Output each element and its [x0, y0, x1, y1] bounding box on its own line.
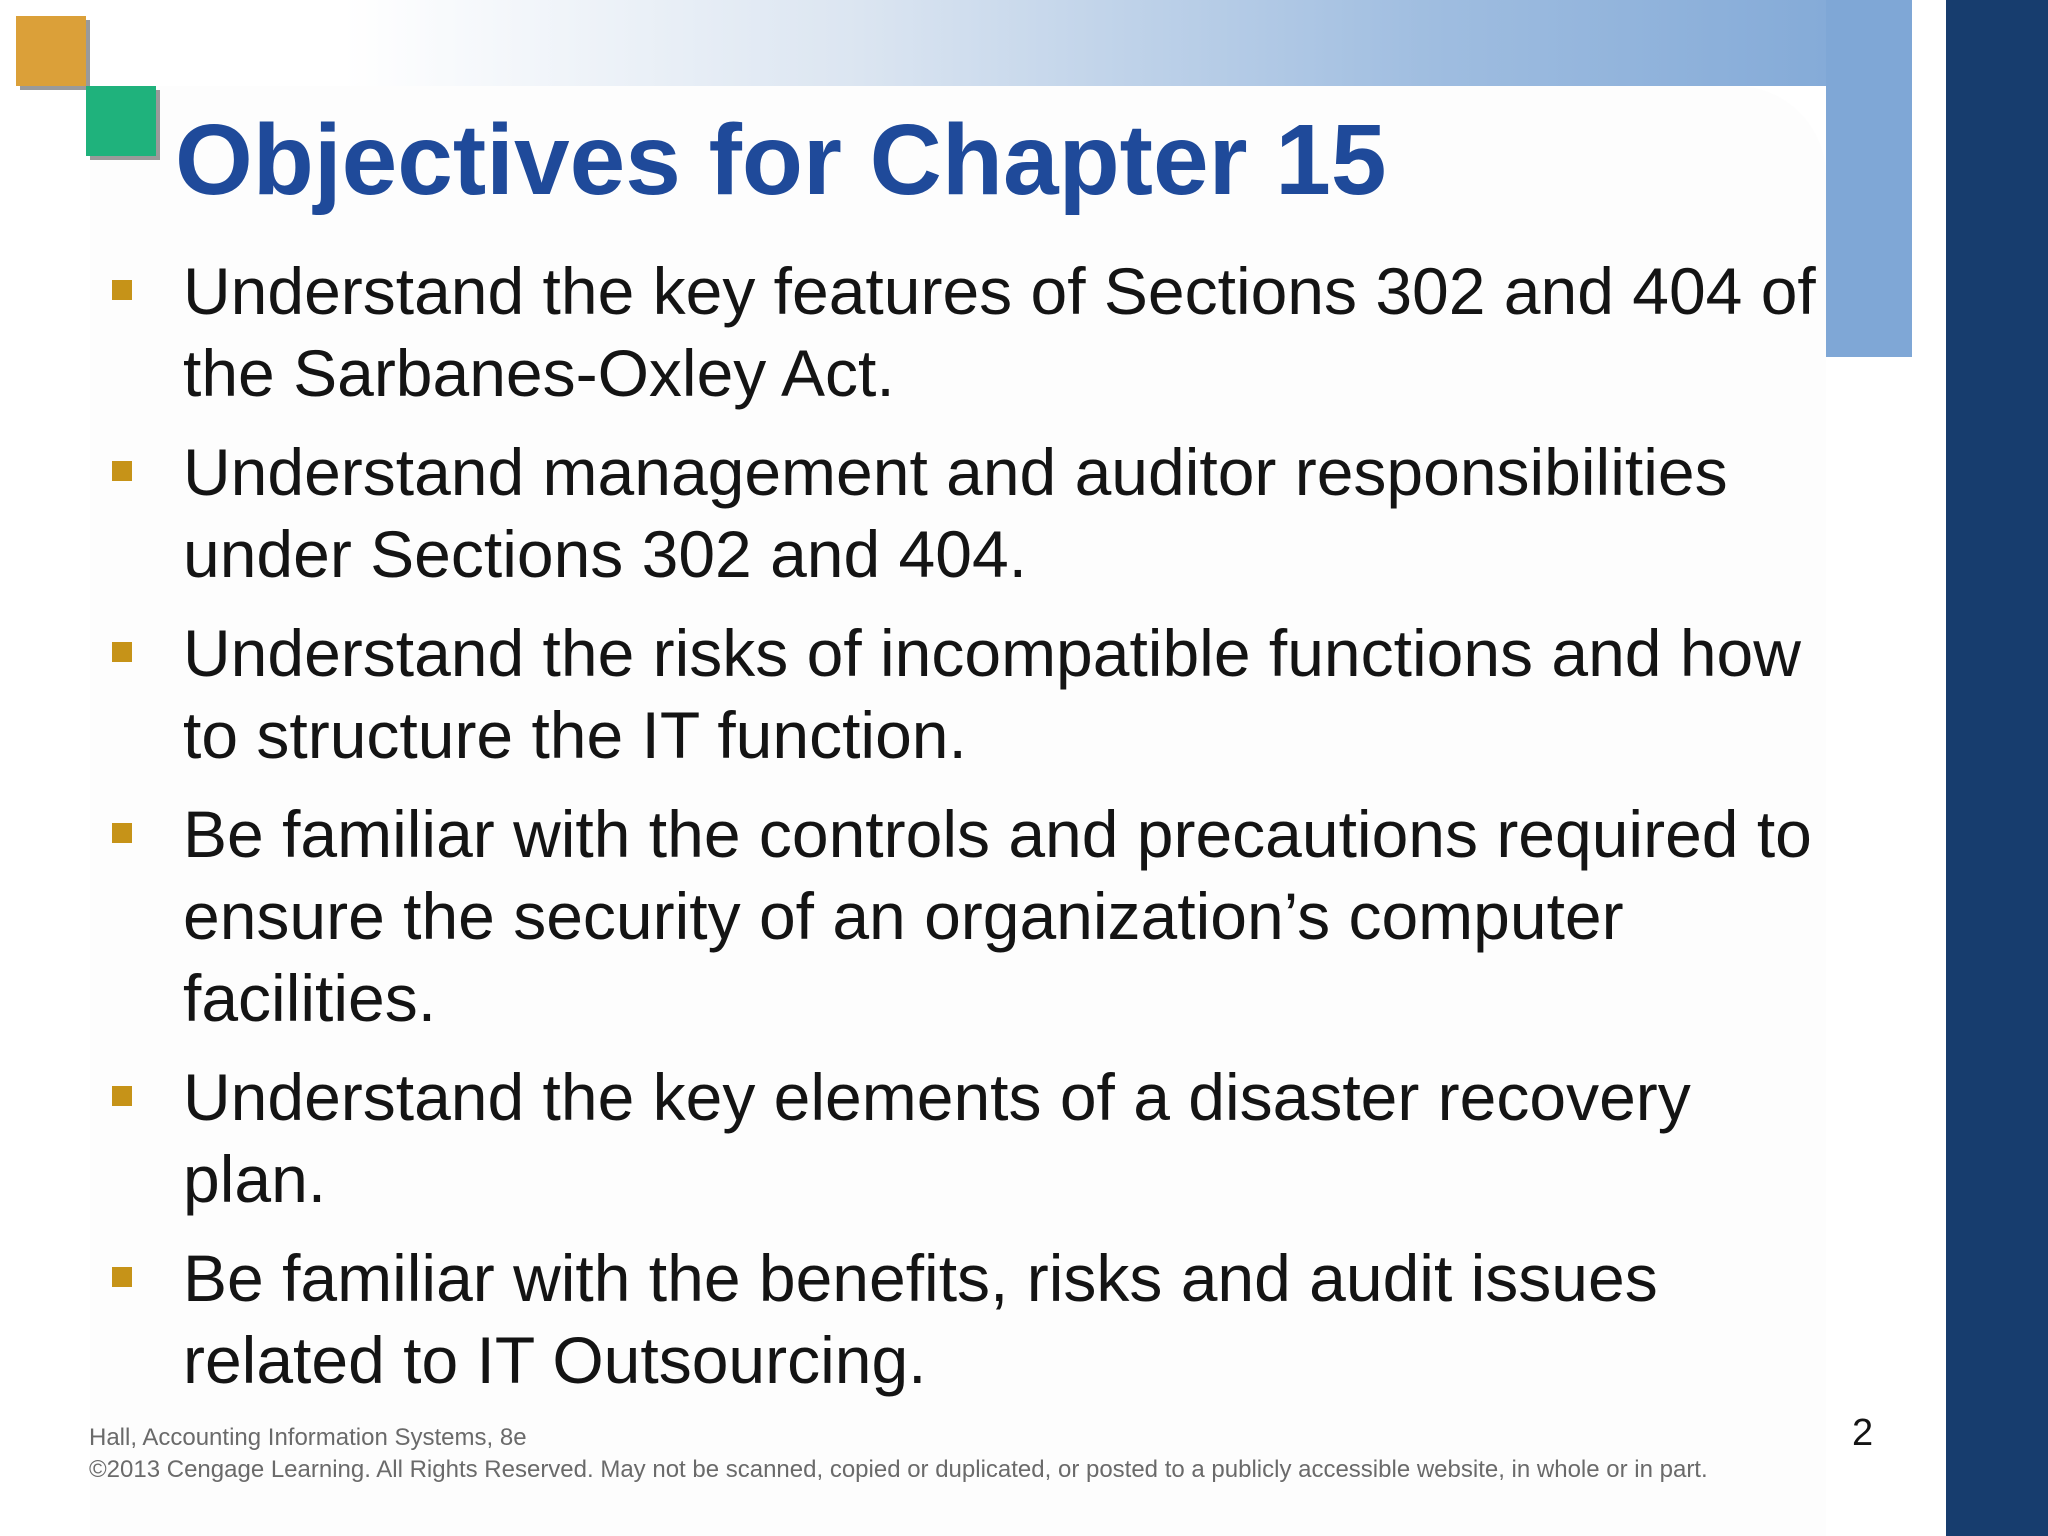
objective-item: [110, 793, 1830, 1039]
objective-item: [110, 431, 1830, 595]
footer-copyright: ©2013 Cengage Learning. All Rights Reserved. May not be scanned, copied or duplicated, or posted to a publicly accessible website, in whole or in part.: [89, 1456, 1708, 1483]
slide-title: Objectives for Chapter 15: [175, 104, 1387, 216]
right-sidebar-bar: [1946, 0, 2048, 1536]
green-square-decoration: [86, 86, 156, 156]
objective-text: Understand the key elements of a disaster recovery plan.: [183, 1060, 1691, 1216]
objective-item: [110, 1056, 1830, 1220]
page-number: 2: [1852, 1412, 1874, 1454]
square-bullet-icon: [112, 1086, 132, 1106]
objective-text: Understand management and auditor responsibilities under Sections 302 and 404.: [183, 435, 1728, 591]
square-bullet-icon: [112, 642, 132, 662]
objective-item: [110, 250, 1830, 414]
objective-text: Understand the key features of Sections 302 and 404 of the Sarbanes-Oxley Act.: [183, 254, 1816, 410]
objective-text: Understand the risks of incompatible functions and how to structure the IT function.: [183, 616, 1801, 772]
orange-square-decoration: [16, 16, 86, 86]
square-bullet-icon: [112, 823, 132, 843]
square-bullet-icon: [112, 1267, 132, 1287]
objective-text: Be familiar with the controls and precautions required to ensure the security of an organization’s computer facilities.: [183, 797, 1812, 1035]
objective-item: [110, 1237, 1830, 1401]
square-bullet-icon: [112, 461, 132, 481]
objectives-list: [110, 250, 1830, 1418]
header-accent-block: [1826, 0, 1912, 357]
footer-source: Hall, Accounting Information Systems, 8e: [89, 1424, 527, 1451]
square-bullet-icon: [112, 280, 132, 300]
header-gradient-band: [0, 0, 1912, 86]
objective-item: [110, 612, 1830, 776]
objective-text: Be familiar with the benefits, risks and audit issues related to IT Outsourcing.: [183, 1241, 1658, 1397]
